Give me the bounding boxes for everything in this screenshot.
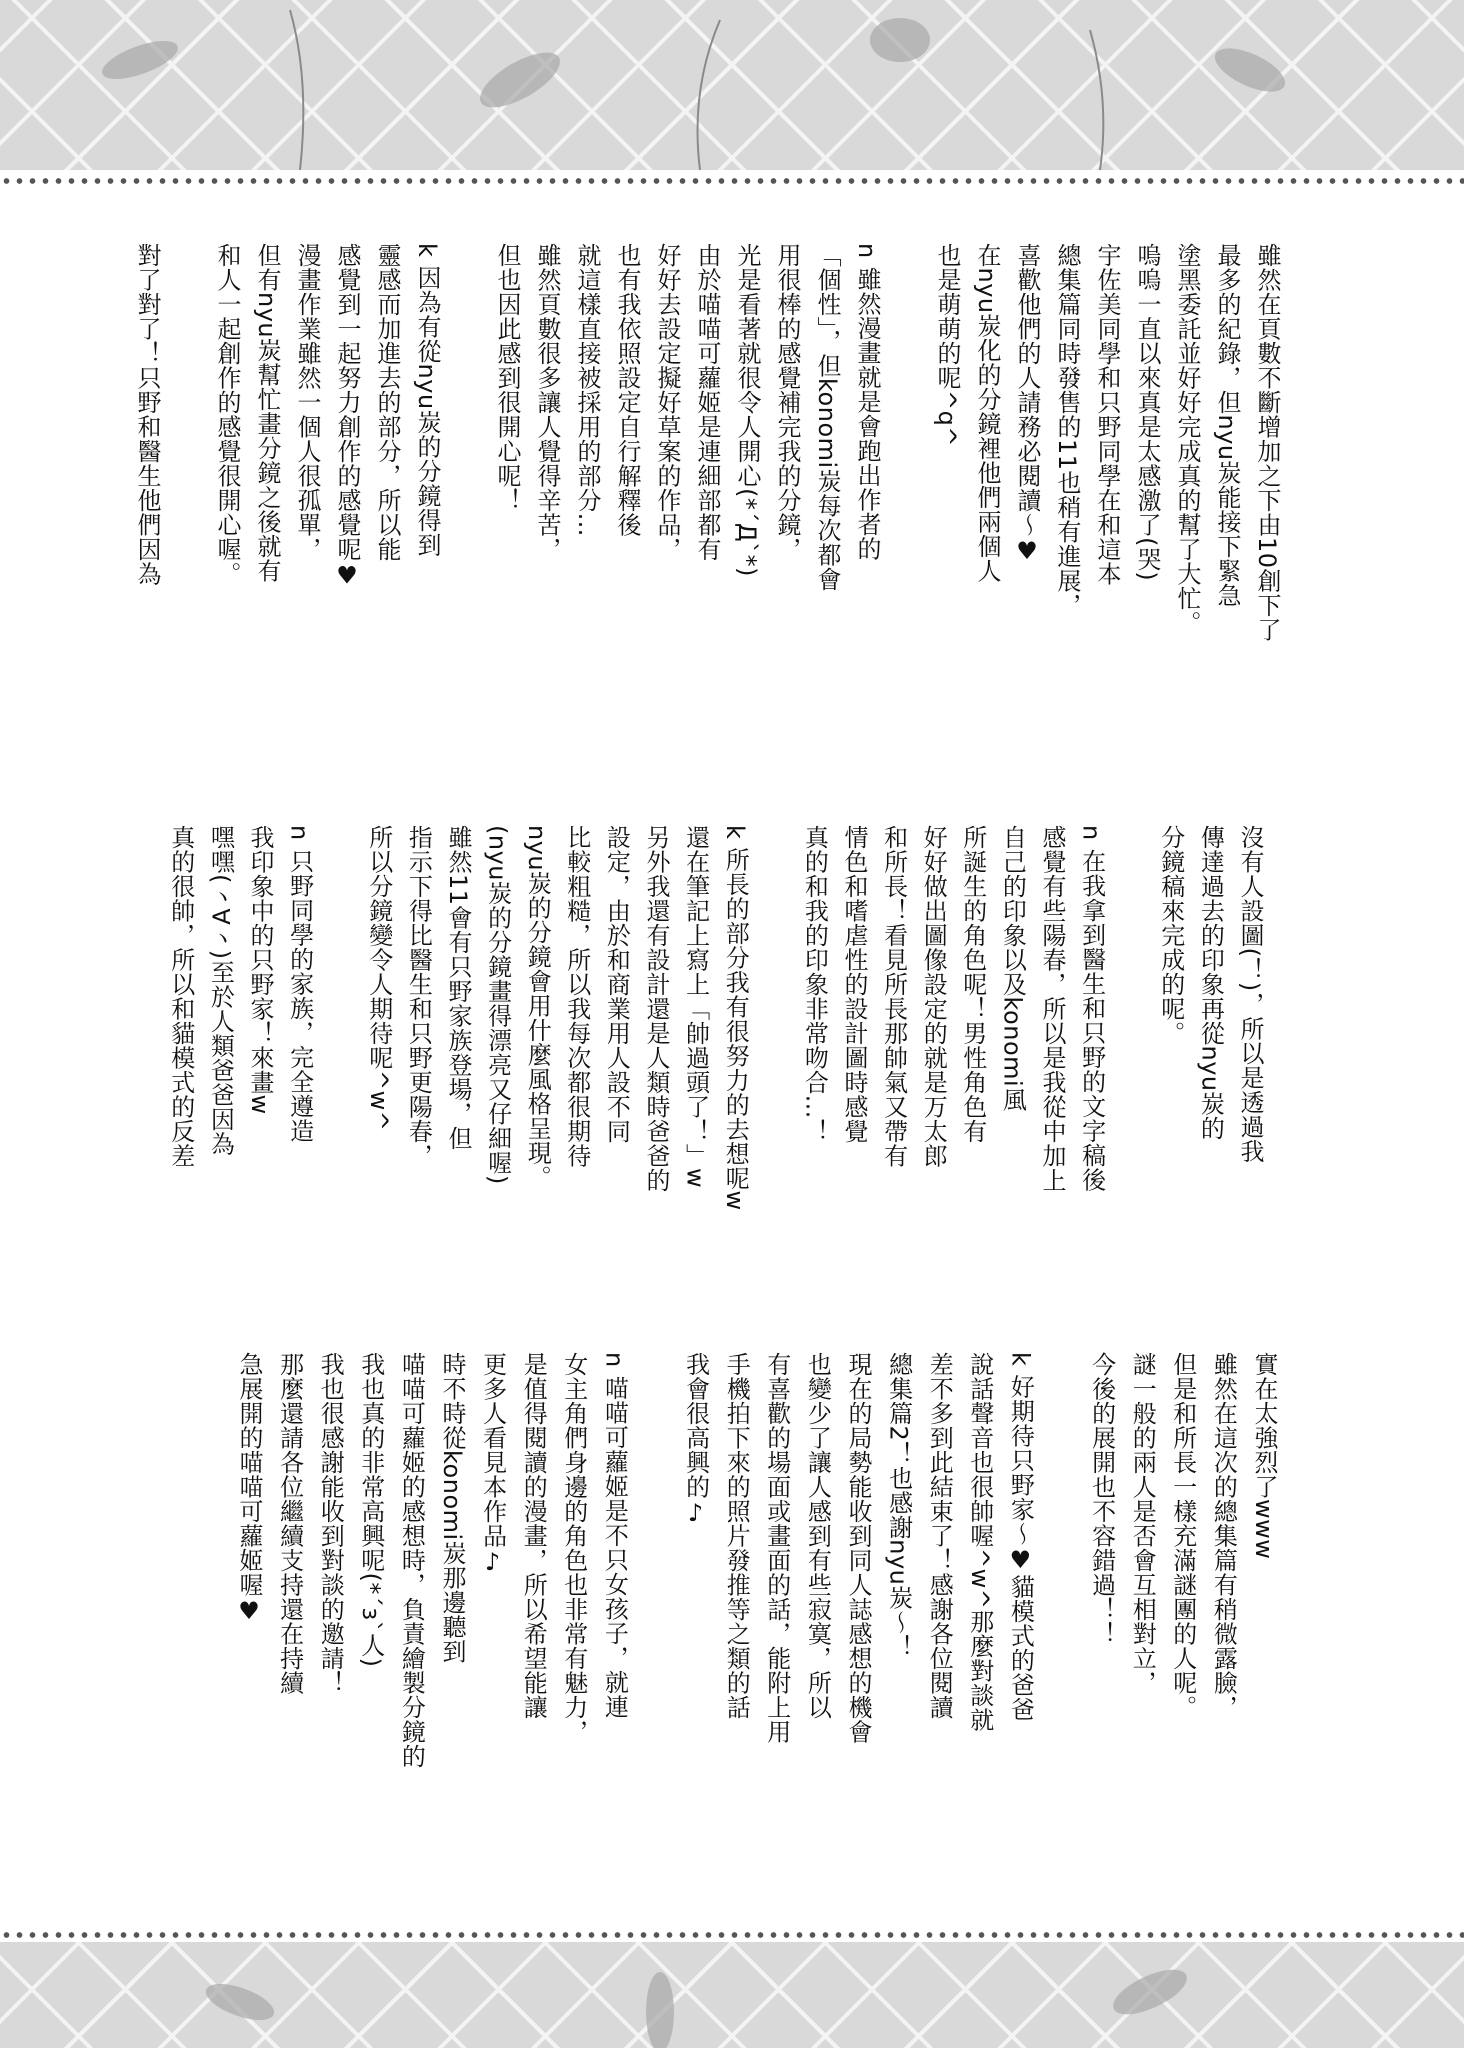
text-column: 漫畫作業雖然一個人很孤單，	[293, 243, 321, 562]
text-column: 所以分鏡變令人期待呢^w^	[364, 825, 393, 1132]
text-column: 宇佐美同學和只野同學在和這本	[1093, 243, 1121, 586]
text-column: 就這樣直接被採用的部分…	[573, 243, 601, 537]
text-column: 分鏡稿來完成的呢。	[1156, 825, 1185, 1046]
top-floral-band	[0, 0, 1464, 170]
text-column: 塗黑委託並好好完成真的幫了大忙。	[1173, 243, 1201, 635]
text-column: 自己的印象以及konomi風	[998, 825, 1027, 1112]
text-column: (nyu炭的分鏡畫得漂亮又仔細喔)	[483, 825, 512, 1185]
text-column: 雖然頁數很多讓人覺得辛苦，	[533, 243, 561, 562]
text-column: 時不時從konomi炭那邊聽到	[438, 1352, 466, 1664]
text-column: 嘿嘿(ヽ∀ヽ)至於人類爸爸因為	[206, 825, 235, 1156]
text-column: 總集篇同時發售的11也稍有進展，	[1053, 243, 1081, 618]
text-column: 真的很帥，所以和貓模式的反差	[166, 825, 195, 1168]
bottom-floral-band	[0, 1942, 1464, 2048]
text-column: 比較粗糙，所以我每次都很期待	[562, 825, 591, 1168]
text-column: 實在太強烈了www	[1250, 1352, 1278, 1560]
dotted-divider	[0, 176, 1464, 186]
text-column: 雖然11會有只野家族登場，但	[444, 825, 472, 1151]
text-column: 急展開的喵喵可蘿姬喔♥	[235, 1352, 263, 1626]
text-column: 和所長！看見所長那帥氣又帶有	[879, 825, 908, 1168]
text-column: k 所長的部分我有很努力的去想呢w	[721, 825, 750, 1211]
text-column: 我也真的非常高興呢(*´з`人)	[356, 1352, 385, 1668]
text-column: 雖然在這次的總集篇有稍微露臉，	[1209, 1352, 1238, 1720]
text-column: n 喵喵可蘿姬是不只女孩子，就連	[600, 1352, 629, 1719]
text-column: 差不多到此結束了！感謝各位閱讀	[925, 1352, 954, 1720]
text-column: 但有nyu炭幫忙畫分鏡之後就有	[253, 243, 281, 584]
text-column: k 好期待只野家～♥貓模式的爸爸	[1006, 1352, 1035, 1722]
text-column: 傳達過去的印象再從nyu炭的	[1196, 825, 1225, 1141]
flower-illustration-icon	[0, 0, 1464, 170]
text-column: 喵喵可蘿姬的感想時，負責繪製分鏡的	[397, 1352, 426, 1769]
text-column: 情色和嗜虐性的設計圖時感覺	[840, 825, 868, 1144]
text-column: 好好去設定擬好草案的作品，	[653, 243, 681, 562]
text-column: 我也很感謝能收到對談的邀請！	[316, 1352, 345, 1695]
text-column: 和人一起創作的感覺很開心喔。	[213, 243, 241, 586]
text-column: 是值得閱讀的漫畫，所以希望能讓	[519, 1352, 548, 1720]
text-column: n 只野同學的家族，完全遵造	[285, 825, 314, 1143]
text-column: 另外我還有設計還是人類時爸爸的	[642, 825, 670, 1193]
text-column: 所誕生的角色呢！男性角色有	[958, 825, 987, 1144]
text-column: 嗚嗚一直以來真是太感激了(哭)	[1133, 243, 1161, 582]
text-column: 感覺有些陽春，所以是我從中加上	[1038, 825, 1066, 1193]
text-column: 靈感而加進去的部分，所以能	[373, 243, 401, 562]
text-column: 有喜歡的場面或畫面的話，能附上用	[762, 1352, 791, 1744]
text-column: 雖然在頁數不斷增加之下由10創下了	[1253, 243, 1281, 643]
text-column: 我會很高興的♪	[681, 1352, 710, 1528]
text-column: 喜歡他們的人請務必閱讀～♥	[1013, 243, 1041, 566]
text-column: n 雖然漫畫就是會跑出作者的	[853, 243, 881, 561]
text-column: 光是看著就很令人開心(*´Д`*)	[733, 243, 761, 577]
text-column: 也是萌萌的呢^q^	[933, 243, 961, 447]
text-column: 感覺到一起努力創作的感覺呢♥	[333, 243, 361, 590]
text-column: 更多人看見本作品♪	[478, 1352, 507, 1577]
text-column: 總集篇2！也感謝nyu炭～！	[884, 1352, 913, 1659]
text-column: n 在我拿到醫生和只野的文字稿後	[1077, 825, 1106, 1192]
text-column: 「個性」，但konomi炭每次都會	[813, 243, 841, 592]
text-column: 手機拍下來的照片發推等之類的話	[722, 1352, 751, 1720]
text-column: 也有我依照設定自行解釋後	[613, 243, 641, 537]
text-column: 好好做出圖像設定的就是万太郎	[919, 825, 948, 1168]
text-column: 由於喵喵可蘿姬是連細部都有	[693, 243, 721, 562]
text-column: 最多的紀錄，但nyu炭能接下緊急	[1213, 243, 1241, 608]
text-column: 但是和所長一樣充滿謎團的人呢。	[1168, 1352, 1197, 1720]
text-column: k 因為有從nyu炭的分鏡得到	[413, 243, 441, 557]
text-column: 那麼還請各位繼續支持還在持續	[275, 1352, 304, 1695]
text-column: 指示下得比醫生和只野更陽春，	[404, 825, 433, 1168]
text-column: 現在的局勢能收到同人誌感想的機會	[844, 1352, 872, 1744]
text-column: 說話聲音也很帥喔^w^那麼對談就	[965, 1352, 994, 1732]
text-column: 用很棒的感覺補完我的分鏡，	[773, 243, 801, 562]
text-column: 也變少了讓人感到有些寂寞，所以	[803, 1352, 832, 1720]
text-column: 女主角們身邊的角色也非常有魅力，	[559, 1352, 588, 1744]
text-column: 還在筆記上寫上「帥過頭了！」w	[681, 825, 710, 1189]
text-column: 真的和我的印象非常吻合…！	[800, 825, 829, 1144]
text-column: 今後的展開也不容錯過！！	[1087, 1352, 1116, 1646]
text-column: 對了對了！只野和醫生他們因為	[133, 243, 161, 586]
text-column: 但也因此感到很開心呢！	[493, 243, 521, 513]
flower-illustration-icon	[0, 1942, 1464, 2048]
text-column: 謎一般的兩人是否會互相對立，	[1128, 1352, 1157, 1695]
dotted-divider	[0, 1930, 1464, 1940]
text-column: 在nyu炭化的分鏡裡他們兩個人	[973, 243, 1001, 584]
text-column: 我印象中的只野家！來畫w	[246, 825, 274, 1115]
text-column: nyu炭的分鏡會用什麼風格呈現。	[523, 825, 552, 1190]
text-column: 沒有人設圖(！)，所以是透過我	[1236, 825, 1264, 1164]
text-column: 設定，由於和商業用人設不同	[602, 825, 631, 1144]
